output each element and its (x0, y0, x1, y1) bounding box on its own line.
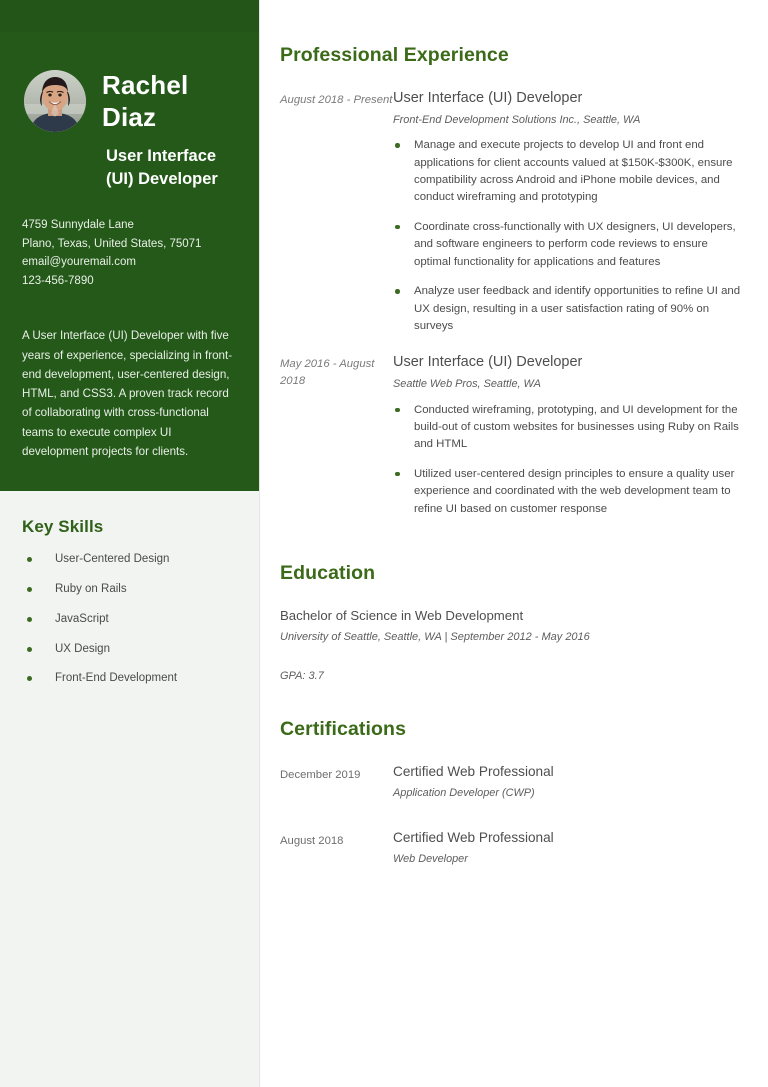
list-item: Conducted wireframing, prototyping, and UI development for the build-out of custom websites for businesses using Ruby on Rails and HTML (393, 402, 746, 454)
education-entry (280, 607, 746, 682)
degree-title: Bachelor of Science in Web Development (280, 608, 524, 624)
list-item: Analyze user feedback and identify opportunities to refine UI and UX design, resulting in a user satisfaction rating of 90% on surveys (393, 283, 746, 335)
key-skills-heading: Key Skills (22, 517, 104, 537)
certification-details (393, 763, 554, 802)
certifications-section (280, 718, 746, 868)
contact-phone[interactable]: 123-456-7890 (22, 274, 94, 287)
contact-city: Plano, Texas, United States, 75071 (22, 237, 202, 250)
sidebar (0, 0, 259, 1087)
certification-details (393, 829, 554, 868)
certifications-heading: Certifications (280, 717, 407, 740)
list-item: Front-End Development (22, 672, 237, 686)
list-item: JavaScript (22, 613, 237, 627)
list-item: Manage and execute projects to develop UI and front end applications for client accounts valued at $150K-$300K, ensure compatibility across Android and iPhone mobile devices, and conduct wireframing and prototyping (393, 137, 746, 207)
avatar (24, 70, 86, 132)
first-name: Rachel (102, 70, 189, 100)
entry-dates: August 2018 - Present (280, 94, 393, 106)
key-skills-list (22, 553, 237, 686)
education-heading: Education (280, 562, 376, 585)
certification-subtitle: Application Developer (CWP) (393, 787, 535, 800)
entry-dates: May 2016 - August 2018 (280, 358, 375, 387)
job-title: User Interface (UI) Developer (393, 90, 583, 106)
sidebar-profile-panel (0, 0, 259, 491)
certification-subtitle: Web Developer (393, 853, 468, 866)
gpa-value: GPA: 3.7 (280, 669, 324, 682)
contact-block (0, 190, 259, 291)
job-employer: Seattle Web Pros, Seattle, WA (393, 378, 541, 391)
contact-street: 4759 Sunnydale Lane (22, 218, 134, 231)
certification-name: Certified Web Professional (393, 763, 554, 779)
profile-role: User Interface (UI) Developer (106, 147, 218, 188)
job-title: User Interface (UI) Developer (393, 354, 583, 371)
certification-entry (280, 829, 746, 868)
profile-photo-icon (24, 70, 86, 132)
main-content (259, 0, 768, 1087)
list-item: Utilized user-centered design principles to ensure a quality user experience and coordinated with the web development team to refine UI based on customer response (393, 466, 746, 518)
experience-section (280, 44, 746, 530)
education-section (280, 562, 746, 682)
spacer (280, 688, 746, 718)
profile-name (102, 68, 188, 133)
job-bullets (393, 402, 746, 519)
job-bullets (393, 137, 746, 335)
list-item: Ruby on Rails (22, 583, 237, 597)
key-skills-section (0, 491, 259, 686)
last-name: Diaz (102, 101, 157, 132)
sidebar-top-band (0, 0, 259, 32)
list-item: UX Design (22, 643, 237, 657)
experience-entry (280, 89, 746, 347)
spacer (280, 536, 746, 562)
entry-details (393, 353, 746, 530)
certification-date: December 2019 (280, 768, 361, 781)
contact-email[interactable]: email@youremail.com (22, 256, 136, 269)
experience-entry (280, 353, 746, 530)
certification-entry (280, 763, 746, 802)
identity-block (0, 32, 259, 133)
job-employer: Front-End Development Solutions Inc., Seattle, WA (393, 113, 641, 126)
list-item: User-Centered Design (22, 553, 237, 567)
certification-date: August 2018 (280, 834, 344, 847)
certification-name: Certified Web Professional (393, 829, 554, 845)
experience-heading: Professional Experience (280, 44, 509, 66)
entry-details (393, 89, 746, 347)
list-item: Coordinate cross-functionally with UX designers, UI developers, and software engineers to perform code reviews to ensure optimal functionality for applications and features (393, 219, 746, 271)
profile-summary: A User Interface (UI) Developer with five years of experience, specializing in front-end development, user-centered design, HTML, and CSS3. A proven track record of collaborating with cross-functional teams to execute complex UI development projects for clients. (22, 329, 233, 458)
school-detail: University of Seattle, Seattle, WA | September 2012 - May 2016 (280, 631, 590, 644)
